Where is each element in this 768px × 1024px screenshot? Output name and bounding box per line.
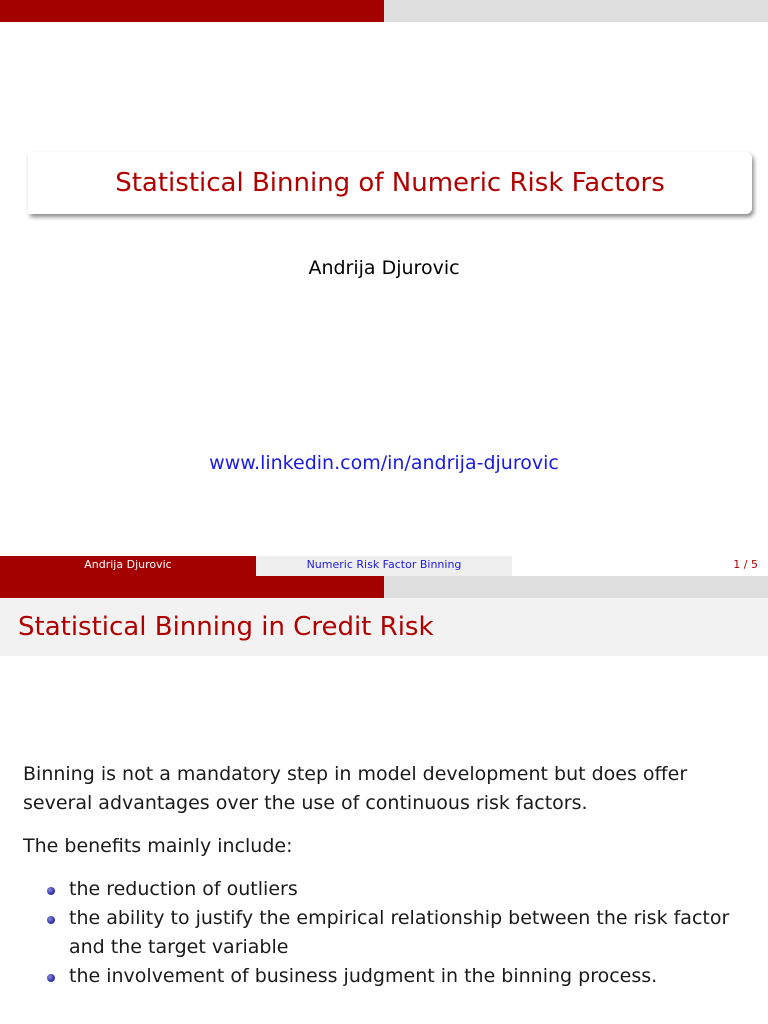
progress-bar-empty — [384, 0, 768, 22]
author-name: Andrija Djurovic — [308, 257, 460, 279]
page-number-text: 1 / 5 — [733, 558, 758, 571]
content-slide — [0, 576, 768, 1024]
frame-title: Statistical Binning in Credit Risk — [18, 612, 434, 642]
bullet-icon — [47, 887, 55, 895]
bullet-icon — [47, 974, 55, 982]
progress-bar-filled — [0, 576, 384, 598]
list-item — [23, 904, 753, 962]
list-item — [23, 875, 753, 904]
list-item — [23, 962, 753, 991]
benefits-list — [23, 875, 753, 991]
benefits-lead: The benefits mainly include: — [23, 835, 293, 857]
list-item-text: the ability to justify the empirical relationship between the risk factor and the target variable — [69, 907, 730, 958]
slide-footer — [0, 556, 768, 576]
progress-bar-empty — [384, 576, 768, 598]
progress-bar-filled — [0, 0, 384, 22]
title-box — [28, 152, 752, 214]
presentation-title: Statistical Binning of Numeric Risk Factors — [115, 168, 665, 198]
footer-short-title[interactable]: Numeric Risk Factor Binning — [256, 556, 512, 576]
bullet-icon — [47, 916, 55, 924]
intro-paragraph: Binning is not a mandatory step in model development but does offer several advantages over the use of continuous risk factors. — [23, 763, 688, 814]
footer-author: Andrija Djurovic — [0, 556, 256, 576]
list-item-text: the involvement of business judgment in the binning process. — [69, 965, 658, 987]
linkedin-link[interactable]: www.linkedin.com/in/andrija-djurovic — [209, 452, 559, 474]
footer-page-number — [512, 556, 768, 576]
list-item-text: the reduction of outliers — [69, 878, 298, 900]
